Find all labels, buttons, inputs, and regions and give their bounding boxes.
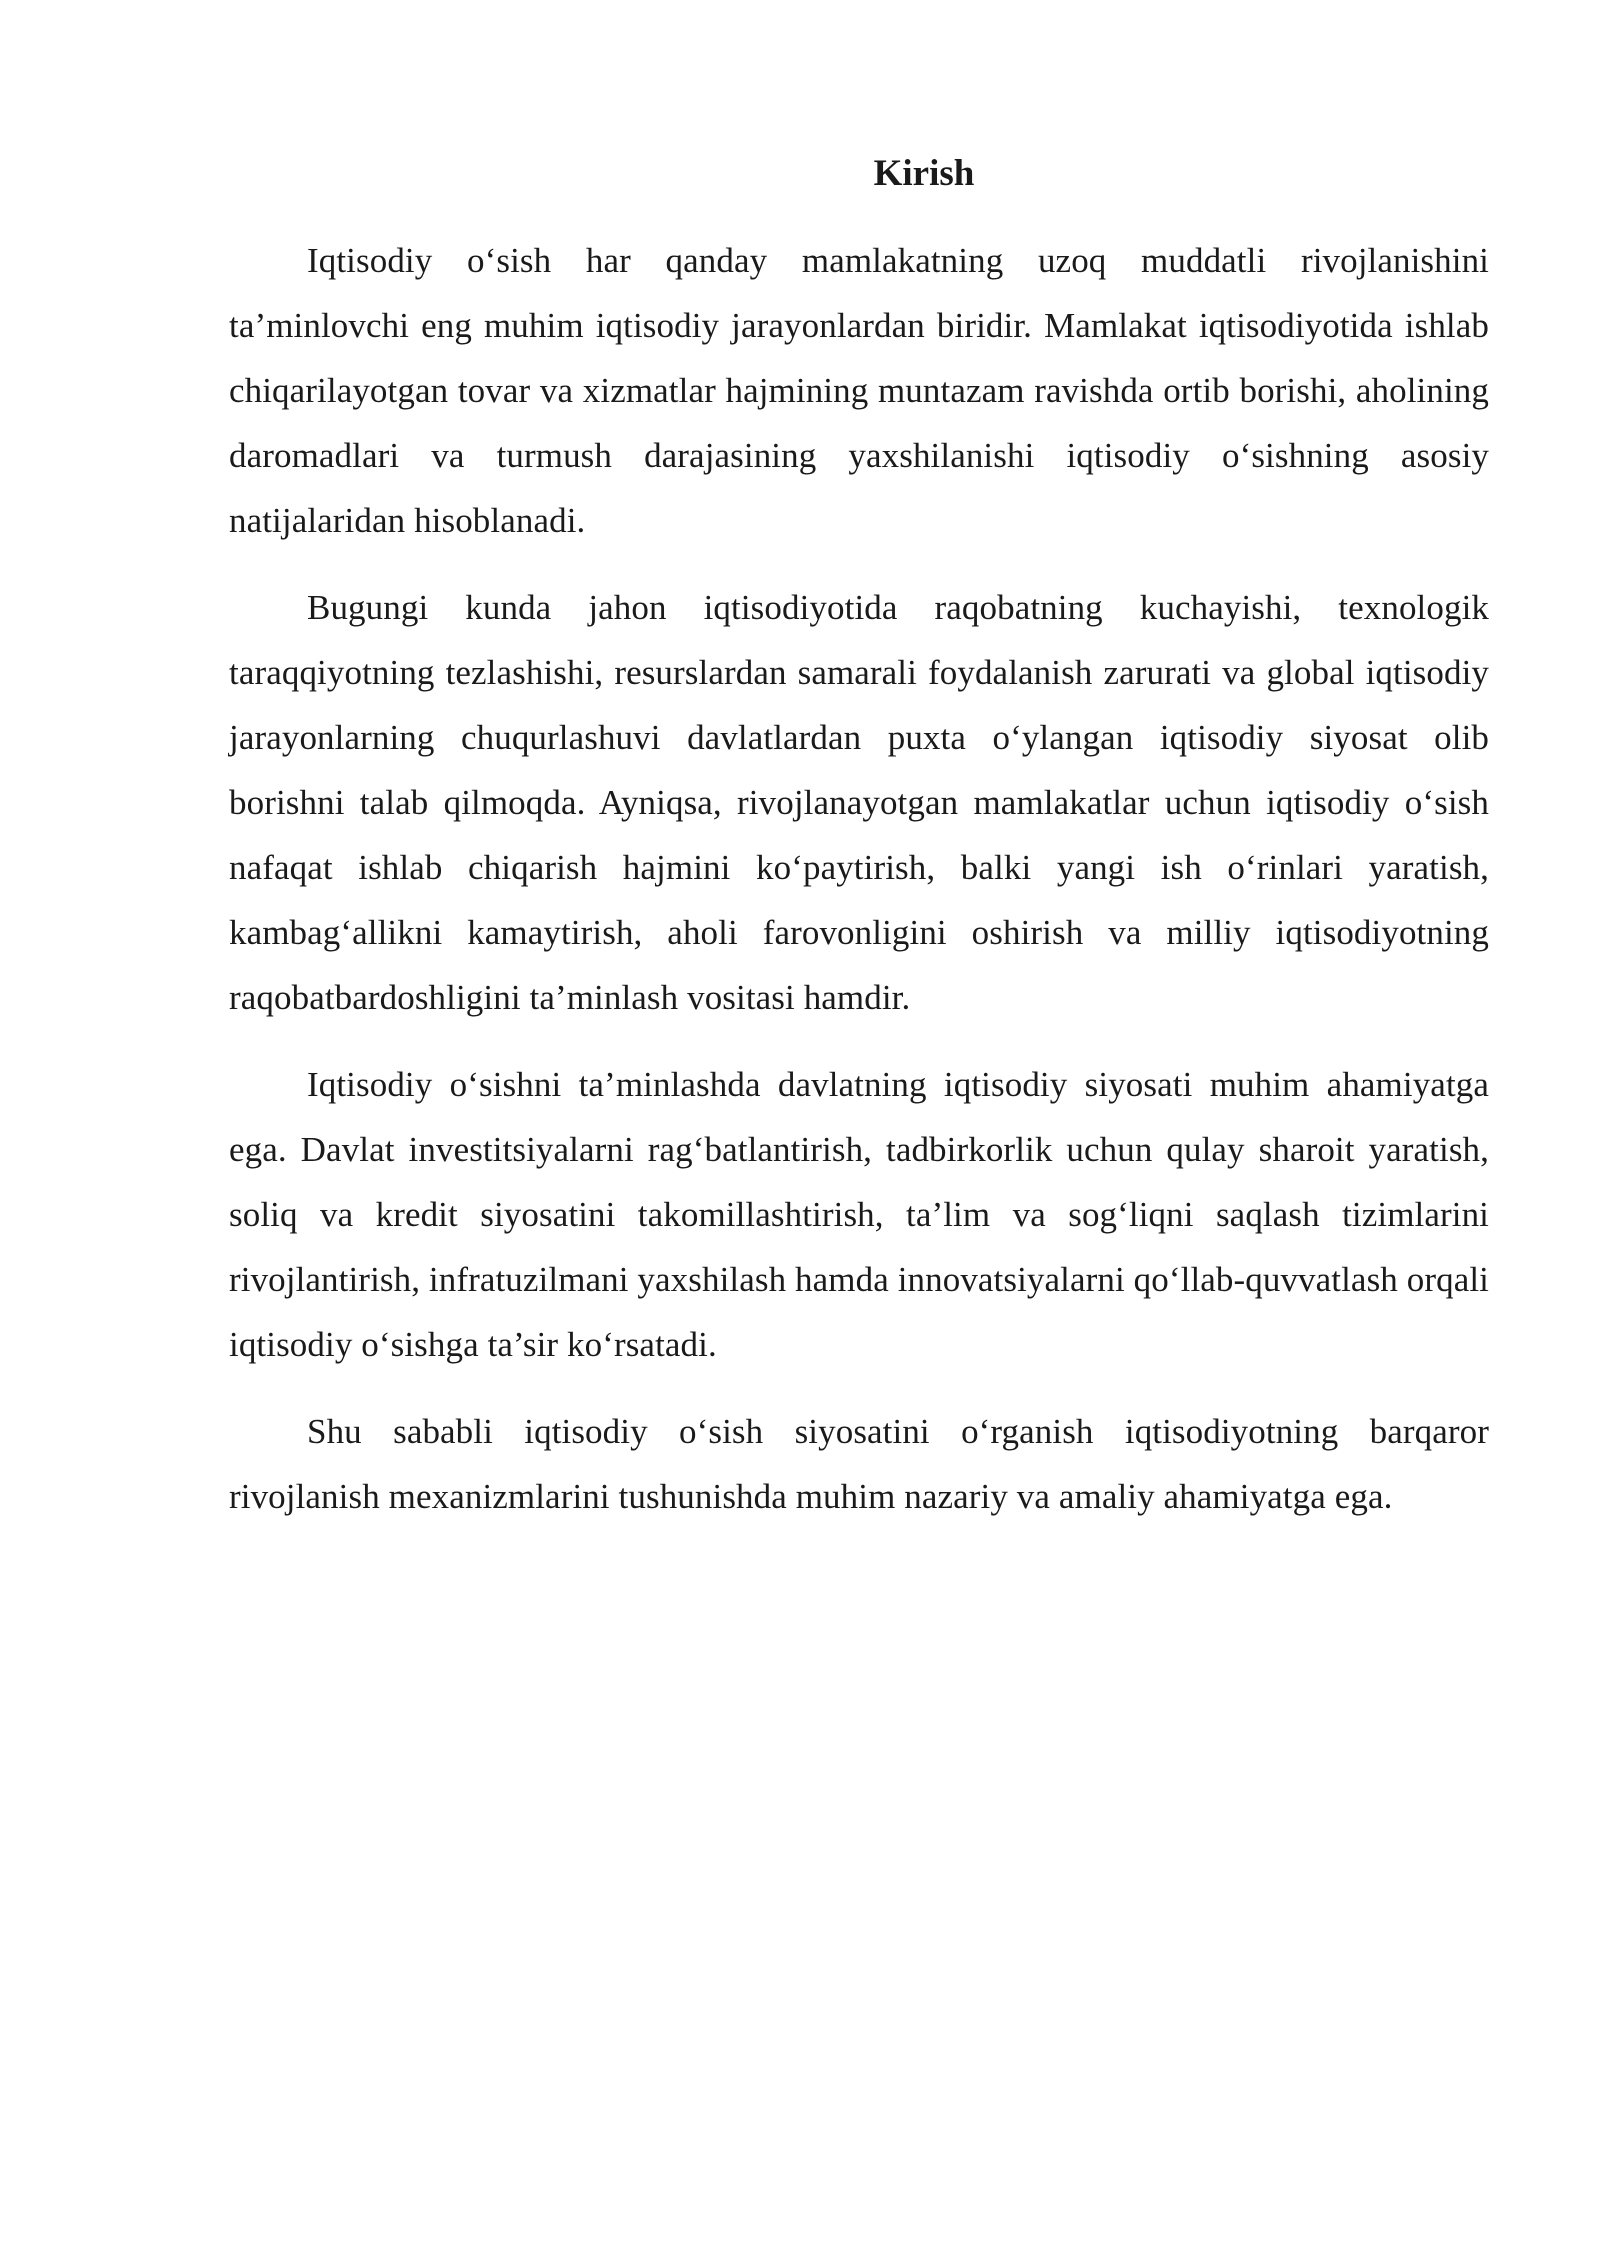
paragraph-3: Iqtisodiy o‘sishni ta’minlashda davlatning iqtisodiy siyosati muhim ahamiyatga ega. Davlat investitsiyalarni rag‘batlantirish, tadbirkorlik uchun qulay sharoit yaratish, soliq va kredit siyosatini takomillashtirish, ta’lim va sog‘liqni saqlash tizimlarini rivojlantirish, infratuzilmani yaxshilash hamda innovatsiyalarni qo‘llab-quvvatlash orqali iqtisodiy o‘sishga ta’sir ko‘rsatadi. [229,1065,1489,1364]
page-title: Kirish [873,153,975,194]
paragraph-4: Shu sababli iqtisodiy o‘sish siyosatini o‘rganish iqtisodiyotning barqaror rivojlanish mexanizmlarini tushunishda muhim nazariy va amaliy ahamiyatga ega. [229,1412,1489,1516]
paragraph-1: Iqtisodiy o‘sish har qanday mamlakatning uzoq muddatli rivojlanishini ta’minlovchi eng muhim iqtisodiy jarayonlardan biridir. Mamlakat iqtisodiyotida ishlab chiqarilayotgan tovar va xizmatlar hajmining muntazam ravishda ortib borishi, aholining daromadlari va turmush darajasining yaxshilanishi iqtisodiy o‘sishning asosiy natijalaridan hisoblanadi. [229,241,1489,540]
paragraph-2: Bugungi kunda jahon iqtisodiyotida raqobatning kuchayishi, texnologik taraqqiyotning tezlashishi, resurslardan samarali foydalanish zarurati va global iqtisodiy jarayonlarning chuqurlashuvi davlatlardan puxta o‘ylangan iqtisodiy siyosat olib borishni talab qilmoqda. Ayniqsa, rivojlanayotgan mamlakatlar uchun iqtisodiy o‘sish nafaqat ishlab chiqarish hajmini ko‘paytirish, balki yangi ish o‘rinlari yaratish, kambag‘allikni kamaytirish, aholi farovonligini oshirish va milliy iqtisodiyotning raqobatbardoshligini ta’minlash vositasi hamdir. [229,588,1489,1017]
document-body [229,148,1489,1551]
